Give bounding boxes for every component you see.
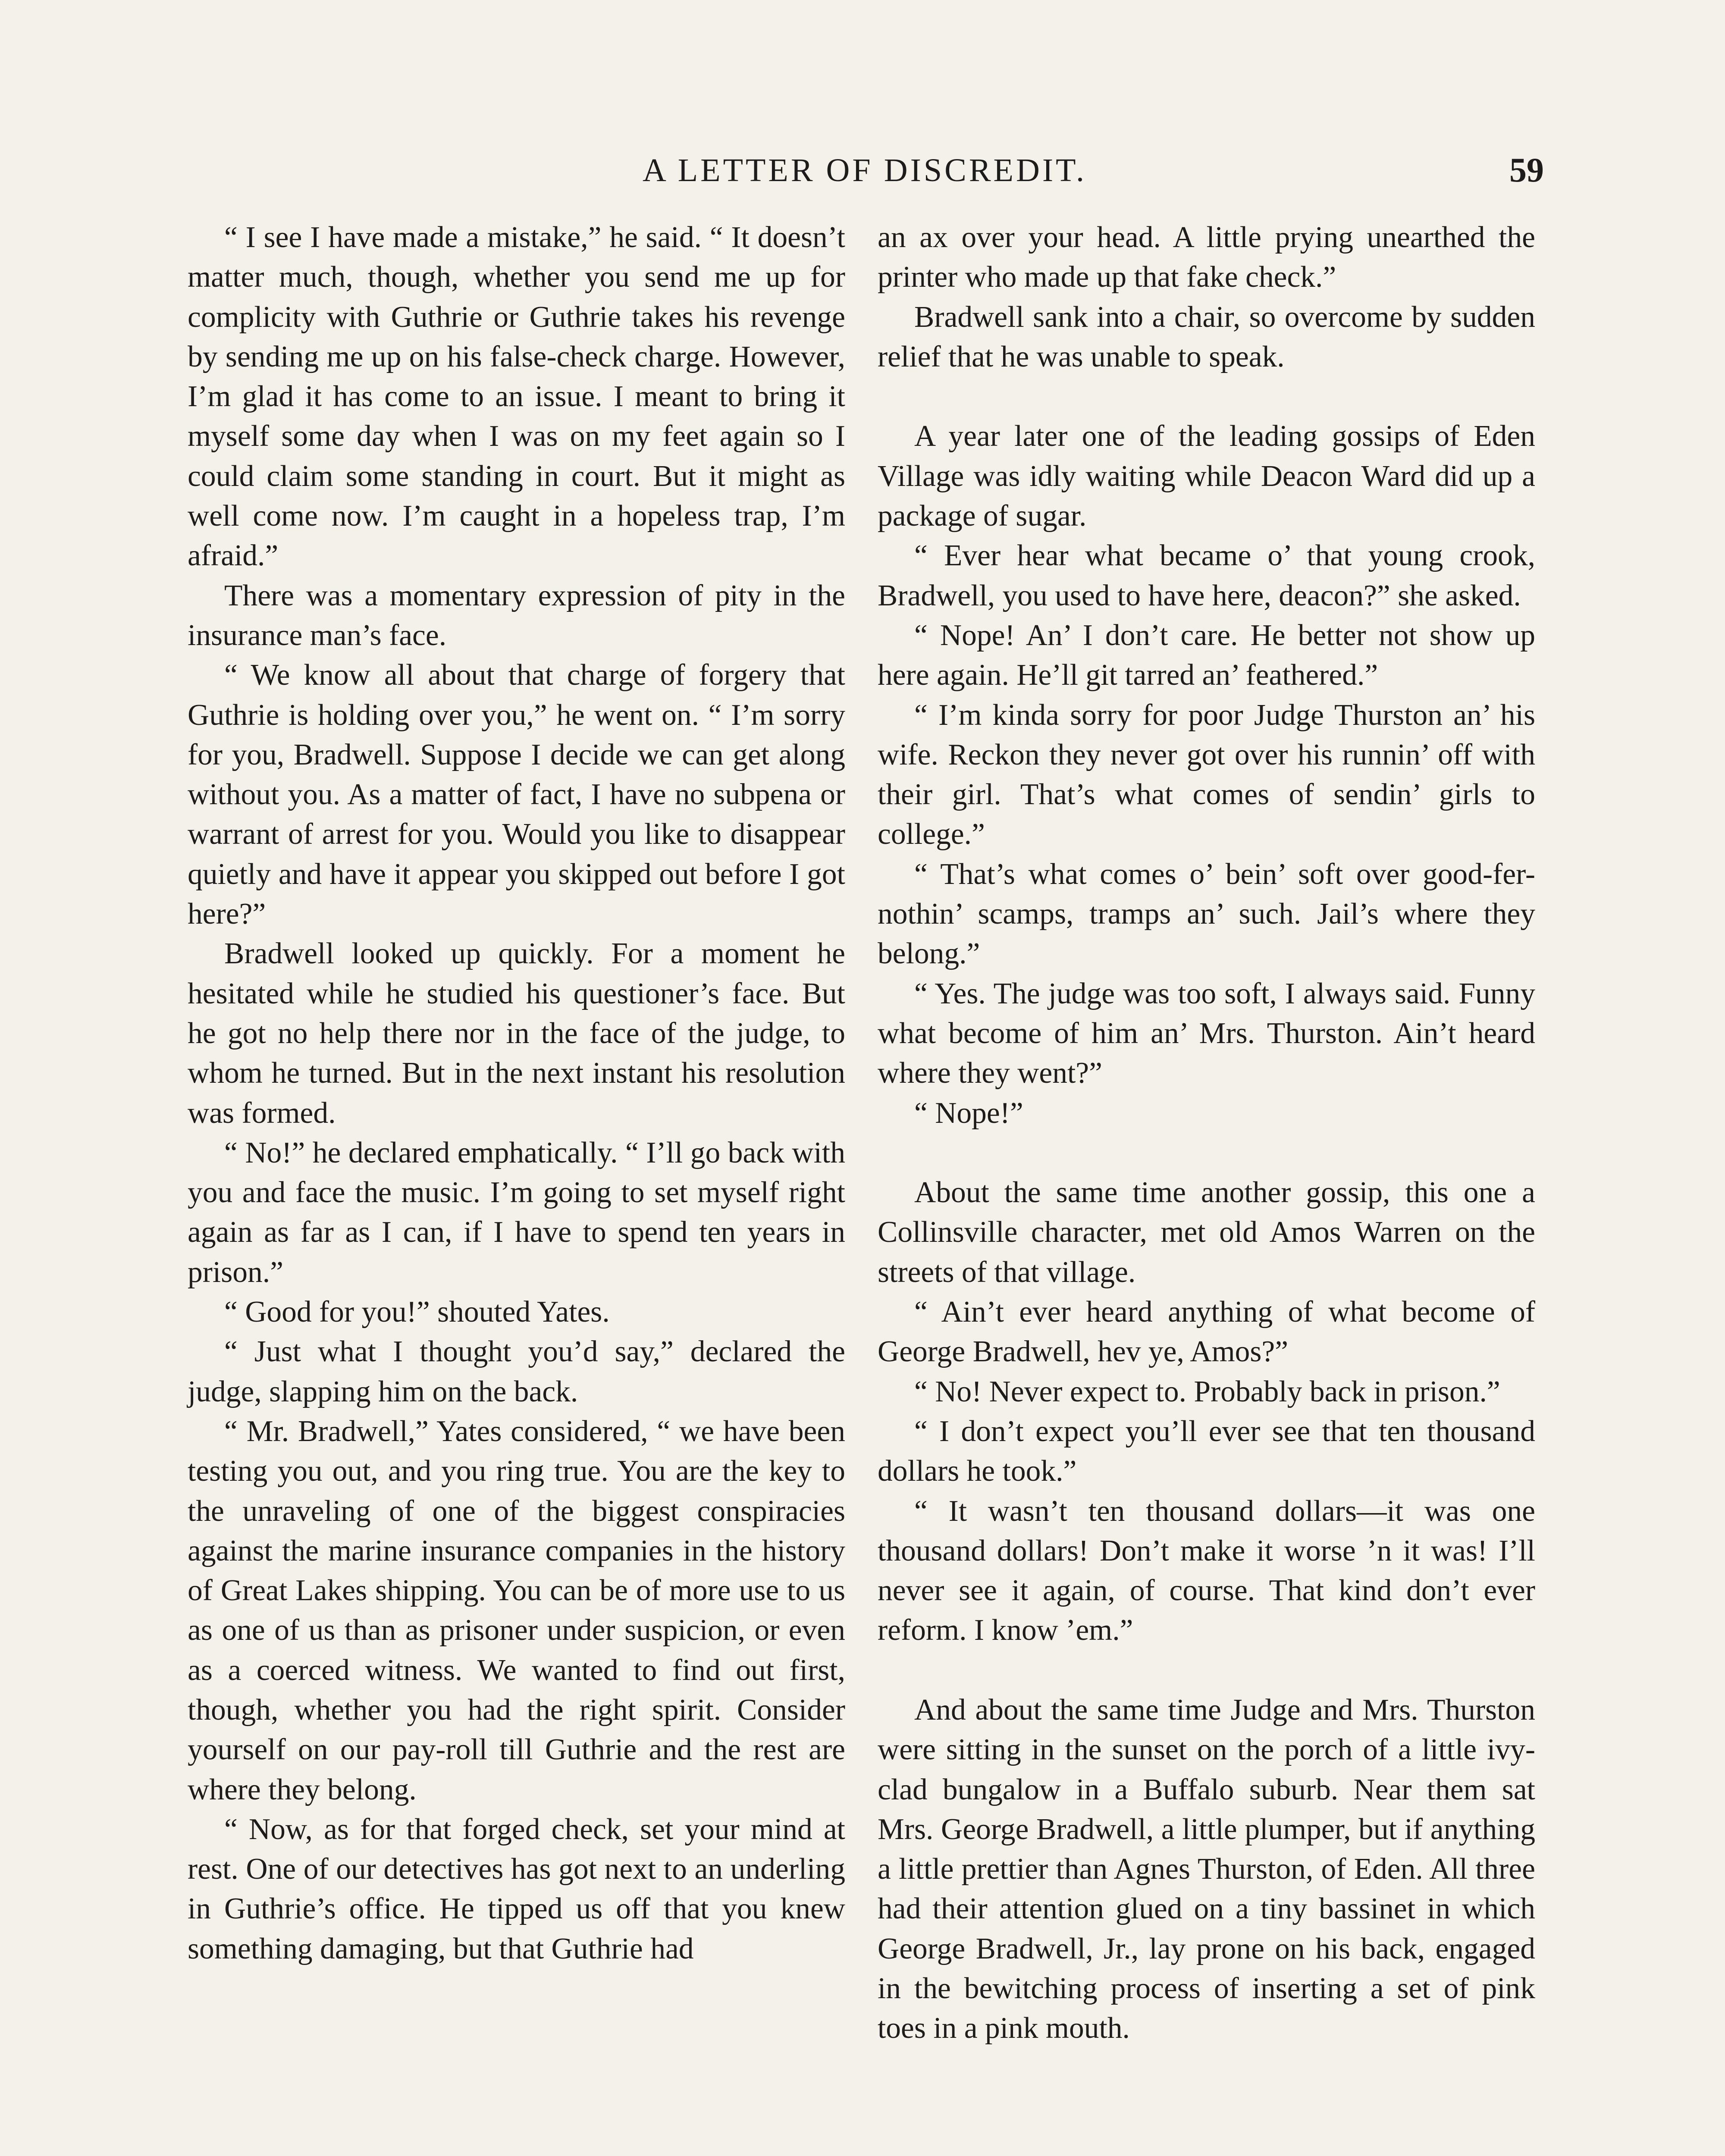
paragraph: “ Good for you!” shouted Yates.	[224, 1295, 610, 1329]
left-column	[188, 218, 845, 1969]
running-title: A LETTER OF DISCREDIT.	[643, 152, 1087, 188]
paragraph: “ It wasn’t ten thousand dollars—it was one thousand dollars! Don’t make it worse ’n it was! I’ll never see it again, of course. That kind don’t ever reform. I know ’em.”	[878, 1494, 1535, 1647]
paragraph: “ No!” he declared emphatically. “ I’ll go back with you and face the music. I’m going to set myself right again as far as I can, if I have to spend ten years in prison.”	[188, 1136, 845, 1289]
paragraph: “ Mr. Bradwell,” Yates considered, “ we have been testing you out, and you ring true. You are the key to the unraveling of one of the biggest conspiracies against the marine insurance companies in the history of Great Lakes shipping. You can be of more use to us as one of us than as prisoner under suspicion, or even as a coerced witness. We wanted to find out first, though, whether you had the right spirit. Consider yourself on our pay-roll till Guthrie and the rest are where they belong.	[188, 1414, 845, 1806]
section-break	[878, 1651, 1535, 1690]
paragraph: “ I don’t expect you’ll ever see that ten thousand dollars he took.”	[878, 1414, 1535, 1488]
paragraph: “ Ever hear what became o’ that young crook, Bradwell, you used to have here, deacon?” she asked.	[878, 539, 1535, 612]
paragraph: “ No! Never expect to. Probably back in prison.”	[914, 1375, 1500, 1408]
paragraph: “ Yes. The judge was too soft, I always said. Funny what become of him an’ Mrs. Thurston. Ain’t heard where they went?”	[878, 977, 1535, 1090]
paragraph: “ Ain’t ever heard anything of what become of George Bradwell, hev ye, Amos?”	[878, 1295, 1535, 1369]
paragraph: “ I’m kinda sorry for poor Judge Thurston an’ his wife. Reckon they never got over his runnin’ off with their girl. That’s what comes of sendin’ girls to college.”	[878, 698, 1535, 851]
page-header	[185, 147, 1544, 194]
paragraph: There was a momentary expression of pity in the insurance man’s face.	[188, 579, 845, 652]
section-break	[878, 377, 1535, 417]
paragraph: “ We know all about that charge of forgery that Guthrie is holding over you,” he went on. “ I’m sorry for you, Bradwell. Suppose I decide we can get along without you. As a matter of fact, I have no subpena or warrant of arrest for you. Would you like to disappear quietly and have it appear you skipped out before I got here?”	[188, 658, 845, 931]
paragraph: “ That’s what comes o’ bein’ soft over good-fer-nothin’ scamps, tramps an’ such. Jail’s where they belong.”	[878, 857, 1535, 971]
paragraph: “ Just what I thought you’d say,” declared the judge, slapping him on the back.	[188, 1335, 845, 1408]
paragraph: Bradwell looked up quickly. For a moment he hesitated while he studied his questioner’s face. But he got no help there nor in the face of the judge, to whom he turned. But in the next instant his resolution was formed.	[188, 937, 845, 1130]
section-break	[878, 1133, 1535, 1173]
page-number: 59	[1509, 151, 1544, 189]
paragraph: And about the same time Judge and Mrs. Thurston were sitting in the sunset on the porch of a little ivy-clad bungalow in a Buffalo suburb. Near them sat Mrs. George Bradwell, a little plumper, but if anything a little prettier than Agnes Thurston, of Eden. All three had their attention glued on a tiny bassinet in which George Bradwell, Jr., lay prone on his back, engaged in the bewitching process of inserting a set of pink toes in a pink mouth.	[878, 1693, 1535, 2045]
paragraph: Bradwell sank into a chair, so overcome by sudden relief that he was unable to speak.	[878, 300, 1535, 373]
paragraph: “ Nope! An’ I don’t care. He better not show up here again. He’ll git tarred an’ feathered.”	[878, 618, 1535, 692]
paragraph: About the same time another gossip, this one a Collinsville character, met old Amos Warren on the streets of that village.	[878, 1176, 1535, 1289]
paragraph: “ I see I have made a mistake,” he said. “ It doesn’t matter much, though, whether you send me up for complicity with Guthrie or Guthrie takes his revenge by sending me up on his false-check charge. However, I’m glad it has come to an issue. I meant to bring it myself some day when I was on my feet again so I could claim some standing in court. But it might as well come now. I’m caught in a hopeless trap, I’m afraid.”	[188, 221, 845, 573]
paragraph: A year later one of the leading gossips of Eden Village was idly waiting while Deacon Ward did up a package of sugar.	[878, 420, 1535, 533]
paragraph: “ Nope!”	[914, 1096, 1023, 1130]
paragraph: “ Now, as for that forged check, set your mind at rest. One of our detectives has got next to an underling in Guthrie’s office. He tipped us off that you knew something damaging, but that Guthrie had	[188, 1812, 845, 1965]
continuation-paragraph: an ax over your head. A little prying unearthed the printer who made up that fake check.”	[878, 221, 1535, 294]
right-column	[878, 218, 1535, 2049]
